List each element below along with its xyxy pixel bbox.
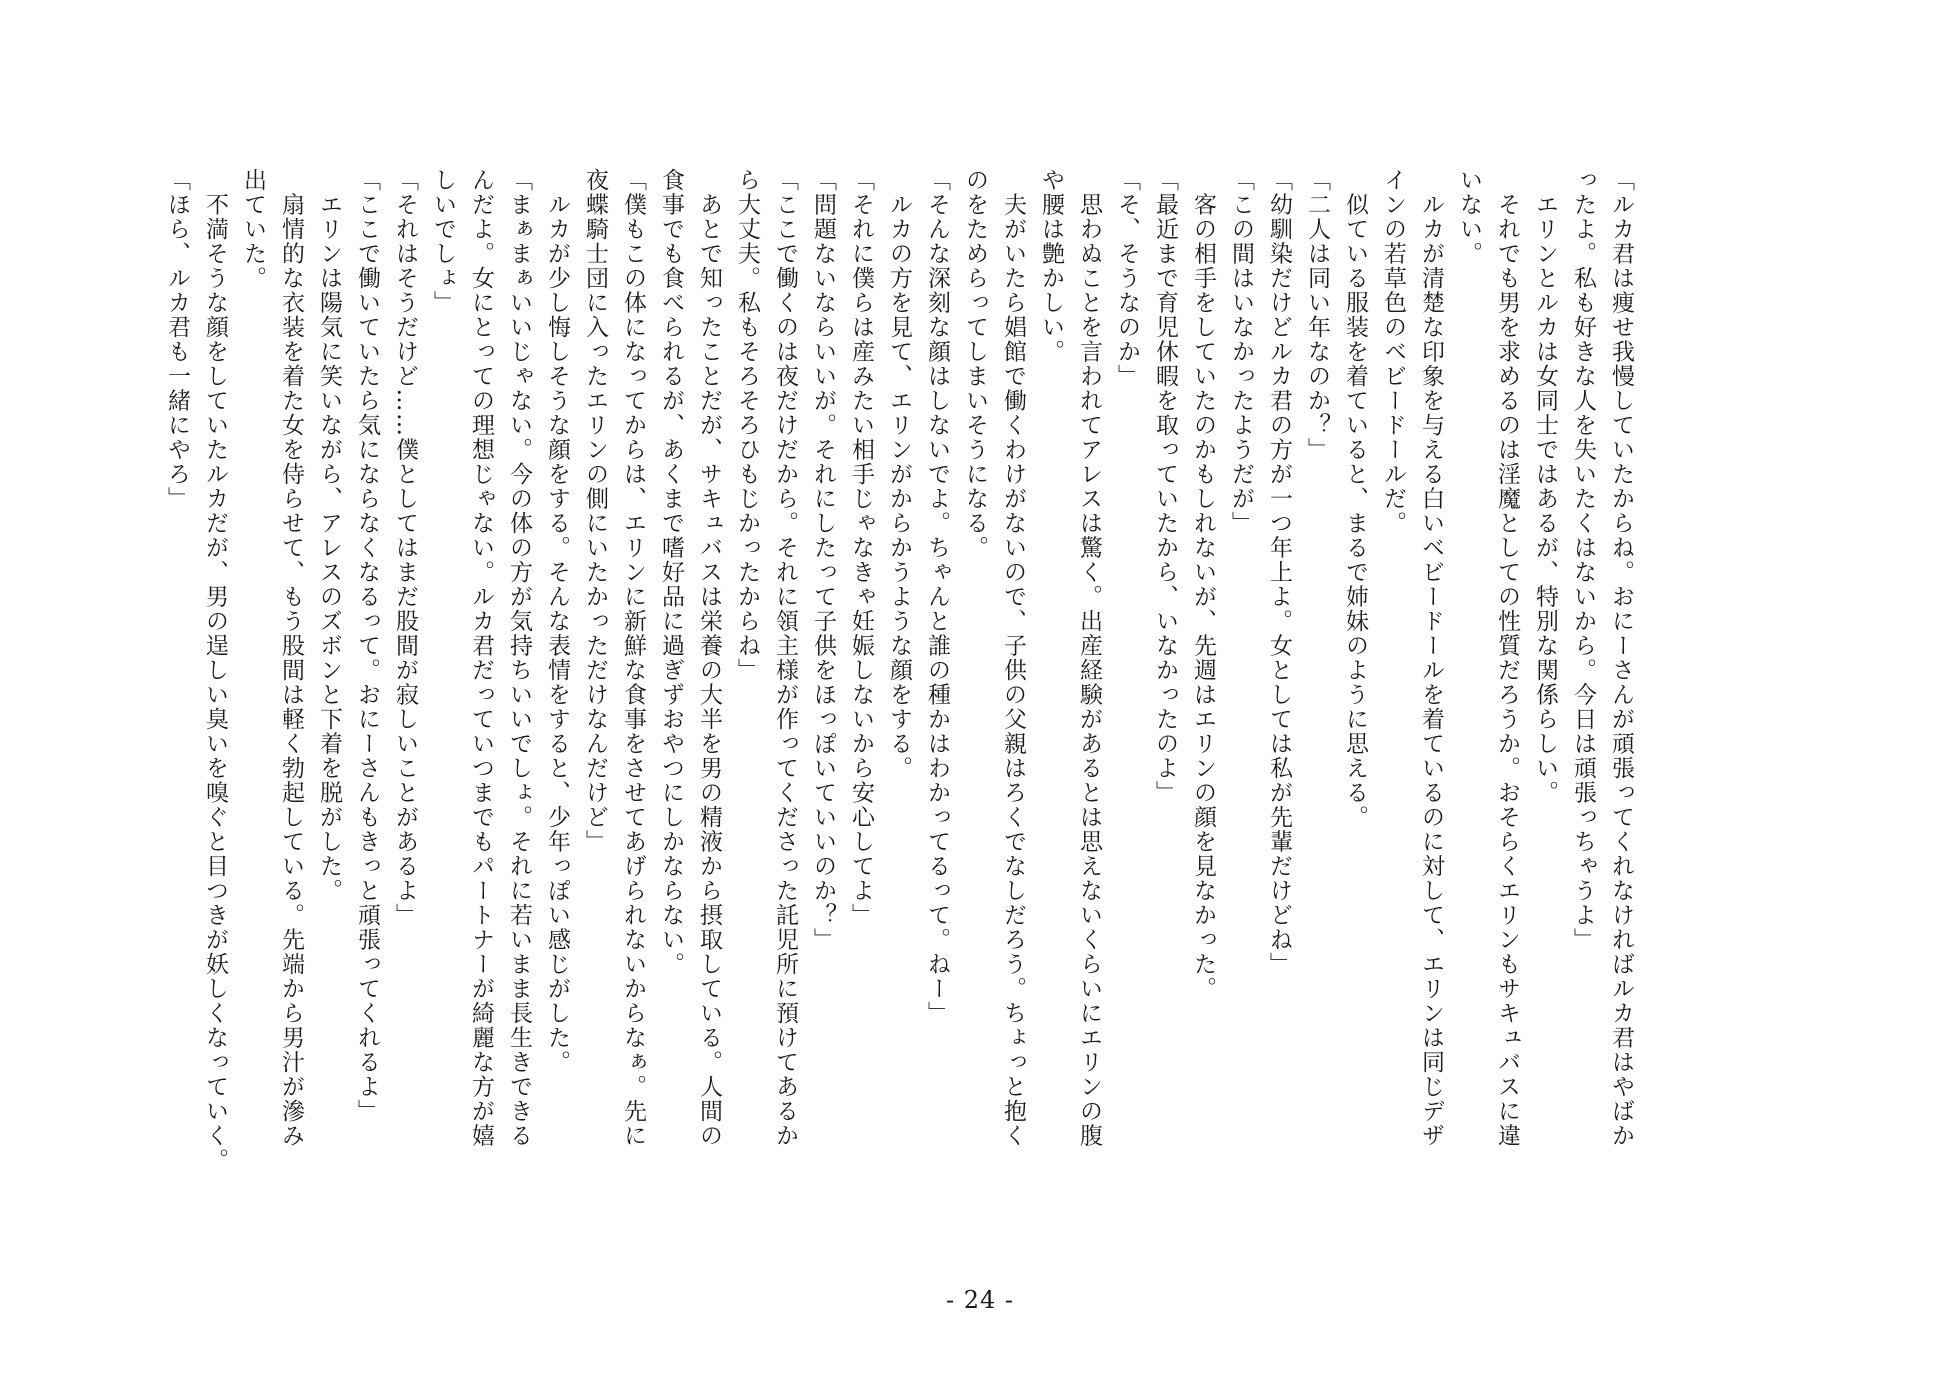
text-line: 「最近まで育児休暇を取っていたから、いなかったのよ」 xyxy=(1152,168,1178,805)
text-line: 「ルカ君は痩せ我慢していたからね。おにーさんが頑張ってくれなければルカ君はやばか xyxy=(1608,168,1634,1148)
text-line: や腰は艶かしい。 xyxy=(1038,168,1064,364)
text-line: 「そ、そうなのか」 xyxy=(1114,168,1140,389)
text-line: それでも男を求めるのは淫魔としての性質だろうか。おそらくエリンもサキュバスに違 xyxy=(1494,168,1520,1148)
text-line: 夜蝶騎士団に入ったエリンの側にいたかっただけなんだけど」 xyxy=(582,168,608,854)
text-line: 客の相手をしていたのかもしれないが、先週はエリンの顔を見なかった。 xyxy=(1190,168,1216,1001)
text-line: 夫がいたら娼館で働くわけがないので、子供の父親はろくでなしだろう。ちょっと抱く xyxy=(1000,168,1026,1148)
text-line: んだよ。女にとっての理想じゃない。ルカ君だっていつまでもパートナーが綺麗な方が嬉 xyxy=(468,168,494,1148)
text-line: 「二人は同い年なのか？」 xyxy=(1304,168,1330,462)
text-line: 「僕もこの体になってからは、エリンに新鮮な食事をさせてあげられないからなぁ。先に xyxy=(620,168,646,1148)
text-line: 「問題ないならいいが。それにしたって子供をほっぽいていいのか？」 xyxy=(810,168,836,952)
text-line: エリンは陽気に笑いながら、アレスのズボンと下着を脱がした。 xyxy=(316,168,342,903)
text-line: 「幼馴染だけどルカ君の方が一つ年上よ。女としては私が先輩だけどね」 xyxy=(1266,168,1292,977)
text-line: インの若草色のベビードールだ。 xyxy=(1380,168,1406,536)
text-line: 不満そうな顔をしていたルカだが、男の逞しい臭いを嗅ぐと目つきが妖しくなっていく。 xyxy=(202,168,228,1173)
text-line: 「それに僕らは産みたい相手じゃなきゃ妊娠しないから安心してよ」 xyxy=(848,168,874,928)
text-line: 「ここで働くのは夜だけだから。それに領主様が作ってくださった託児所に預けてあるか xyxy=(772,168,798,1148)
text-line: のをためらってしまいそうになる。 xyxy=(962,168,988,560)
text-line: 「ここで働いていたら気にならなくなるって。おにーさんもきっと頑張ってくれるよ」 xyxy=(354,168,380,1124)
text-line: 「そんな深刻な顔はしないでよ。ちゃんと誰の種かはわかってるって。ねー」 xyxy=(924,168,950,1026)
text-line: 「まぁまぁいいじゃない。今の体の方が気持ちいいでしょ。それに若いまま長生きできる xyxy=(506,168,532,1148)
text-line: 「この間はいなかったようだが」 xyxy=(1228,168,1254,536)
text-line: 扇情的な衣装を着た女を侍らせて、もう股間は軽く勃起している。先端から男汁が滲み xyxy=(278,168,304,1148)
text-line: 「それはそうだけど……僕としてはまだ股間が寂しいことがあるよ」 xyxy=(392,168,418,928)
text-line: ったよ。私も好きな人を失いたくはないから。今日は頑張っちゃうよ」 xyxy=(1570,168,1596,952)
text-line: 出ていた。 xyxy=(240,168,266,291)
vertical-text-body xyxy=(110,168,1640,1288)
text-line: あとで知ったことだが、サキュバスは栄養の大半を男の精液から摂取している。人間の xyxy=(696,168,722,1148)
text-line: 食事でも食べられるが、あくまで嗜好品に過ぎずおやつにしかならない。 xyxy=(658,168,684,977)
text-line: しいでしょ」 xyxy=(430,168,456,315)
text-line: ルカの方を見て、エリンがからかうような顔をする。 xyxy=(886,168,912,781)
text-line: 「ほら、ルカ君も一緒にやろ」 xyxy=(164,168,190,511)
text-line: エリンとルカは女同士ではあるが、特別な関係らしい。 xyxy=(1532,168,1558,805)
text-line: 思わぬことを言われてアレスは驚く。出産経験があるとは思えないくらいにエリンの腹 xyxy=(1076,168,1102,1148)
text-line: ルカが清楚な印象を与える白いベビードールを着ているのに対して、エリンは同じデザ xyxy=(1418,168,1444,1148)
text-line: 似ている服装を着ていると、まるで姉妹のように思える。 xyxy=(1342,168,1368,830)
page-number: - 24 - xyxy=(945,1286,1014,1314)
text-line: ルカが少し悔しそうな顔をする。そんな表情をすると、少年っぽい感じがした。 xyxy=(544,168,570,1075)
text-line: ら大丈夫。私もそろそろひもじかったからね」 xyxy=(734,168,760,683)
text-line: いない。 xyxy=(1456,168,1482,266)
